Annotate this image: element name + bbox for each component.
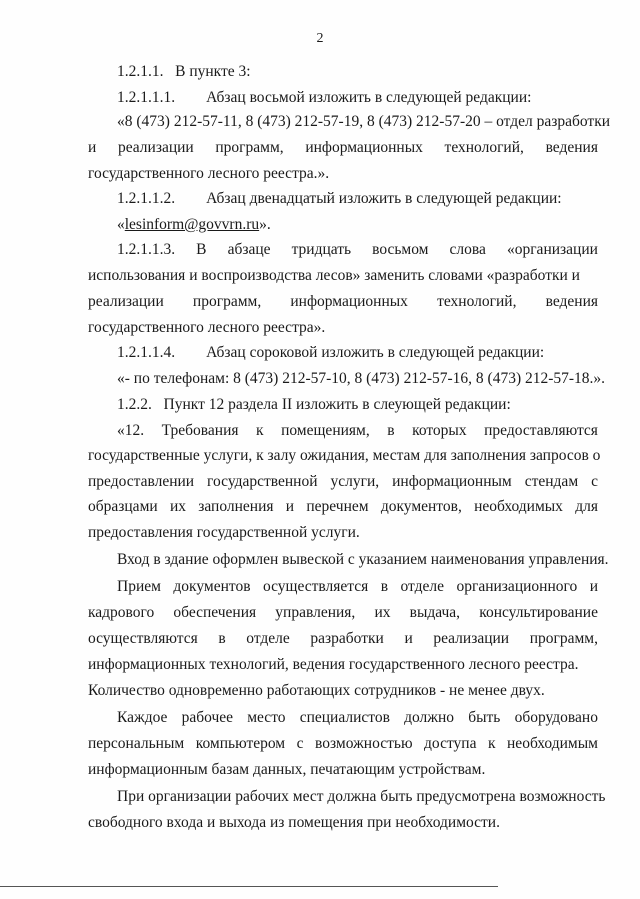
- word: информационных: [305, 139, 423, 156]
- text-line: 1.2.1.1.1. Абзац восьмой изложить в следующей редакции:: [117, 89, 532, 106]
- word: образцами: [88, 498, 158, 515]
- word: государственной: [207, 473, 318, 490]
- text-line: государственные услуги, к залу ожидания, местам для заполнения запросов о: [88, 447, 601, 464]
- text-line: использования и воспроизводства лесов» заменить словами «разработки и: [88, 267, 580, 284]
- word: организационного: [456, 578, 578, 595]
- word: управления,: [275, 604, 356, 621]
- text-line: [88, 473, 598, 491]
- text-line: Вход в здание оформлен вывеской с указанием наименования управления.: [117, 551, 609, 568]
- word: выдача,: [409, 604, 461, 621]
- text-line: [117, 578, 598, 596]
- word: реализации: [433, 630, 510, 647]
- text-line: При организации рабочих мест должна быть предусмотрена возможность: [117, 788, 606, 805]
- word: к: [487, 735, 496, 752]
- word: услуги,: [330, 473, 380, 490]
- word: информационным: [392, 473, 512, 490]
- word: персональным: [88, 735, 185, 752]
- word: предоставляются: [484, 422, 598, 439]
- word: слова: [449, 241, 486, 258]
- word: компьютером: [195, 735, 286, 752]
- word: необходимым: [507, 735, 598, 752]
- text-line: [117, 422, 598, 440]
- text-line: [117, 709, 598, 727]
- word: в: [380, 578, 389, 595]
- word: консультирование: [479, 604, 598, 621]
- word: для: [575, 498, 598, 515]
- word: заполнения: [198, 498, 274, 515]
- word: Прием: [117, 578, 161, 595]
- word: рабочее: [181, 709, 234, 726]
- word: оборудовано: [514, 709, 598, 726]
- word: технологий,: [437, 293, 517, 310]
- word: с: [591, 473, 598, 490]
- word: абзаце: [227, 241, 271, 258]
- text-line: 1.2.2. Пункт 12 раздела II изложить в слеующей редакции:: [117, 396, 511, 413]
- text-line: [88, 735, 598, 753]
- word: В: [196, 241, 207, 258]
- word: с: [296, 735, 304, 752]
- word: перечнем: [306, 498, 369, 515]
- word: ведения: [545, 293, 598, 310]
- word: тридцать: [291, 241, 352, 258]
- word: возможностью: [315, 735, 413, 752]
- word: программ,: [192, 293, 262, 310]
- text-line: «- по телефонам: 8 (473) 212-57-10, 8 (473) 212-57-16, 8 (473) 212-57-18.».: [117, 370, 606, 387]
- word: быть: [468, 709, 501, 726]
- text-line: свободного входа и выхода из помещения при необходимости.: [88, 814, 500, 831]
- word: восьмом: [372, 241, 429, 258]
- word: информационных: [290, 293, 408, 310]
- text-line: «8 (473) 212-57-11, 8 (473) 212-57-19, 8 (473) 212-57-20 – отдел разработки: [117, 113, 611, 130]
- word: ведения: [545, 139, 598, 156]
- word: осуществляется: [263, 578, 369, 595]
- page-number: 2: [316, 31, 324, 46]
- word: документов: [173, 578, 251, 595]
- word: предоставлении: [88, 473, 195, 490]
- word: реализации: [117, 139, 194, 156]
- word: программ,: [529, 630, 598, 647]
- word: «12.: [117, 422, 145, 439]
- word: технологий,: [444, 139, 524, 156]
- word: осуществляются: [88, 630, 198, 647]
- email-link: lesinform@govvrn.ru: [124, 216, 260, 233]
- word: которых: [412, 422, 467, 439]
- text-line: [117, 241, 598, 259]
- word: необходимых: [474, 498, 563, 515]
- text-line: 1.2.1.1.2. Абзац двенадцатый изложить в следующей редакции:: [117, 190, 562, 207]
- word: должно: [404, 709, 455, 726]
- text-line: «lesinform@govvrn.ru».: [117, 216, 271, 233]
- word: и: [285, 498, 295, 515]
- word: кадрового: [88, 604, 155, 621]
- word: доступа: [424, 735, 477, 752]
- text-line: [88, 630, 598, 648]
- word: место: [247, 709, 286, 726]
- word: их: [169, 498, 186, 515]
- word: документов,: [380, 498, 462, 515]
- word: в: [218, 630, 226, 647]
- text-line: предоставления государственной услуги.: [88, 524, 360, 541]
- word: к: [256, 422, 264, 439]
- text-line: [88, 498, 598, 516]
- word: отделе: [246, 630, 290, 647]
- word: реализации: [88, 293, 164, 310]
- text-line: 1.2.1.1.4. Абзац сороковой изложить в следующей редакции:: [117, 344, 545, 361]
- text-line: информационных технологий, ведения государственного лесного реестра.: [88, 656, 579, 673]
- text-line: [88, 139, 598, 157]
- word: разработки: [310, 630, 384, 647]
- word: программ,: [215, 139, 284, 156]
- word: отделе: [400, 578, 445, 595]
- word: их: [374, 604, 391, 621]
- text-line: [88, 604, 598, 622]
- word: 1.2.1.1.3.: [117, 241, 176, 258]
- word: специалистов: [299, 709, 390, 726]
- text-line: информационным базам данных, печатающим устройствам.: [88, 761, 486, 778]
- bottom-rule: [0, 886, 498, 887]
- word: и: [88, 139, 97, 156]
- text-line: [88, 293, 598, 311]
- text-line: 1.2.1.1. В пункте 3:: [117, 63, 251, 80]
- text-line: государственного лесного реестра».: [88, 319, 326, 336]
- word: Требования: [161, 422, 239, 439]
- text-line: государственного лесного реестра.».: [88, 165, 330, 182]
- word: Каждое: [117, 709, 168, 726]
- text-line: Количество одновременно работающих сотрудников - не менее двух.: [88, 682, 545, 699]
- word: помещениям,: [281, 422, 370, 439]
- word: в: [387, 422, 395, 439]
- word: и: [404, 630, 413, 647]
- word: и: [589, 578, 598, 595]
- word: «организации: [506, 241, 598, 258]
- word: обеспечения: [173, 604, 257, 621]
- word: стендам: [524, 473, 579, 490]
